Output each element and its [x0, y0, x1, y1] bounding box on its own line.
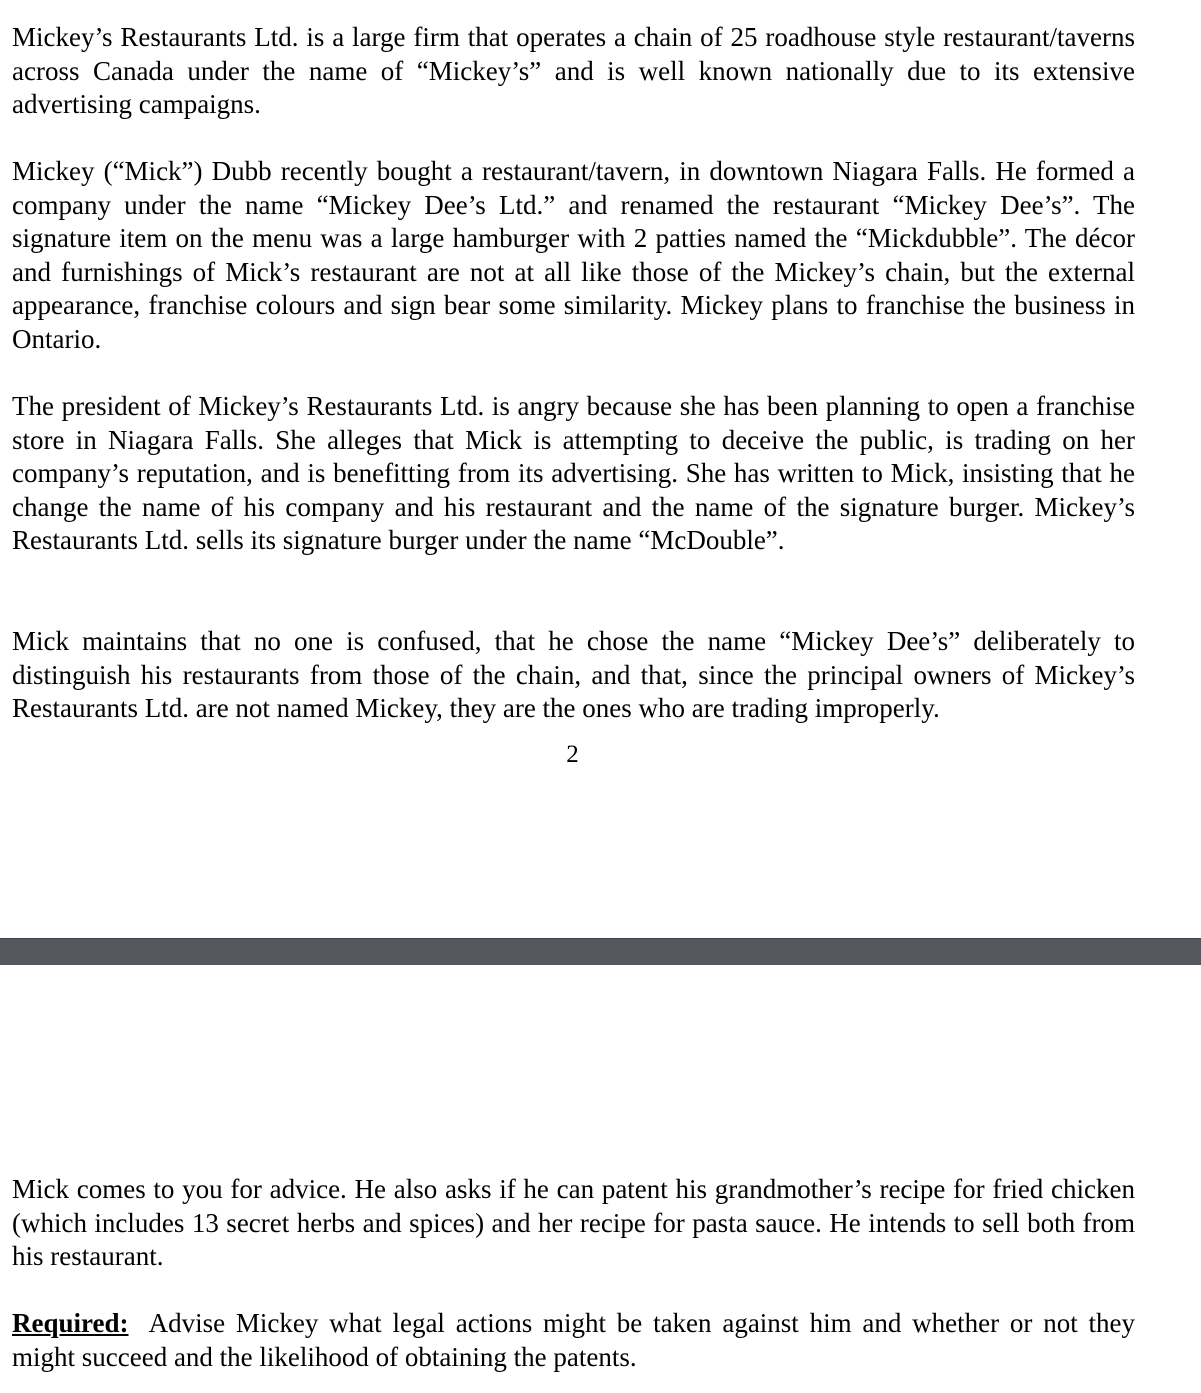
required-text: Advise Mickey what legal actions might be taken against him and whether or not they might succeed and the likelihood of obtaining the patents. [12, 1308, 1135, 1372]
page-separator [0, 938, 1201, 965]
document-page-2 [0, 965, 1201, 1393]
paragraph-president-complaint: The president of Mickey’s Restaurants Ltd. is angry because she has been planning to open a franchise store in Niagara Falls. She alleges that Mick is attempting to deceive the public, is trading on her company’s reputation, and is benefitting from its advertising. She has written to Mick, insisting that he change the name of his company and his restaurant and the name of the signature burger. Mickey’s Restaurants Ltd. sells its signature burger under the name “McDouble”. [12, 391, 1135, 556]
page-number: 2 [566, 741, 579, 768]
paragraph-mick-restaurant: Mickey (“Mick”) Dubb recently bought a restaurant/tavern, in downtown Niagara Falls. He formed a company under the name “Mickey Dee’s Ltd.” and renamed the restaurant “Mickey Dee’s”. The signature item on the menu was a large hamburger with 2 patties named the “Mickdubble”. The décor and furnishings of Mick’s restaurant are not at all like those of the Mickey’s chain, but the external appearance, franchise colours and sign bear some similarity. Mickey plans to franchise the business in Ontario. [12, 156, 1135, 354]
paragraph-required [12, 1307, 1135, 1374]
paragraph-advice-request: Mick comes to you for advice. He also asks if he can patent his grandmother’s recipe for fried chicken (which includes 13 secret herbs and spices) and her recipe for pasta sauce. He intends to sell both from his restaurant. [12, 1174, 1135, 1272]
paragraph-company-background: Mickey’s Restaurants Ltd. is a large firm that operates a chain of 25 roadhouse style restaurant/taverns across Canada under the name of “Mickey’s” and is well known nationally due to its extensive advertising campaigns. [12, 22, 1135, 120]
paragraph-mick-response: Mick maintains that no one is confused, that he chose the name “Mickey Dee’s” deliberately to distinguish his restaurants from those of the chain, and that, since the principal owners of Mickey’s Restaurants Ltd. are not named Mickey, they are the ones who are trading improperly. [12, 626, 1135, 724]
required-label: Required: [12, 1308, 129, 1338]
